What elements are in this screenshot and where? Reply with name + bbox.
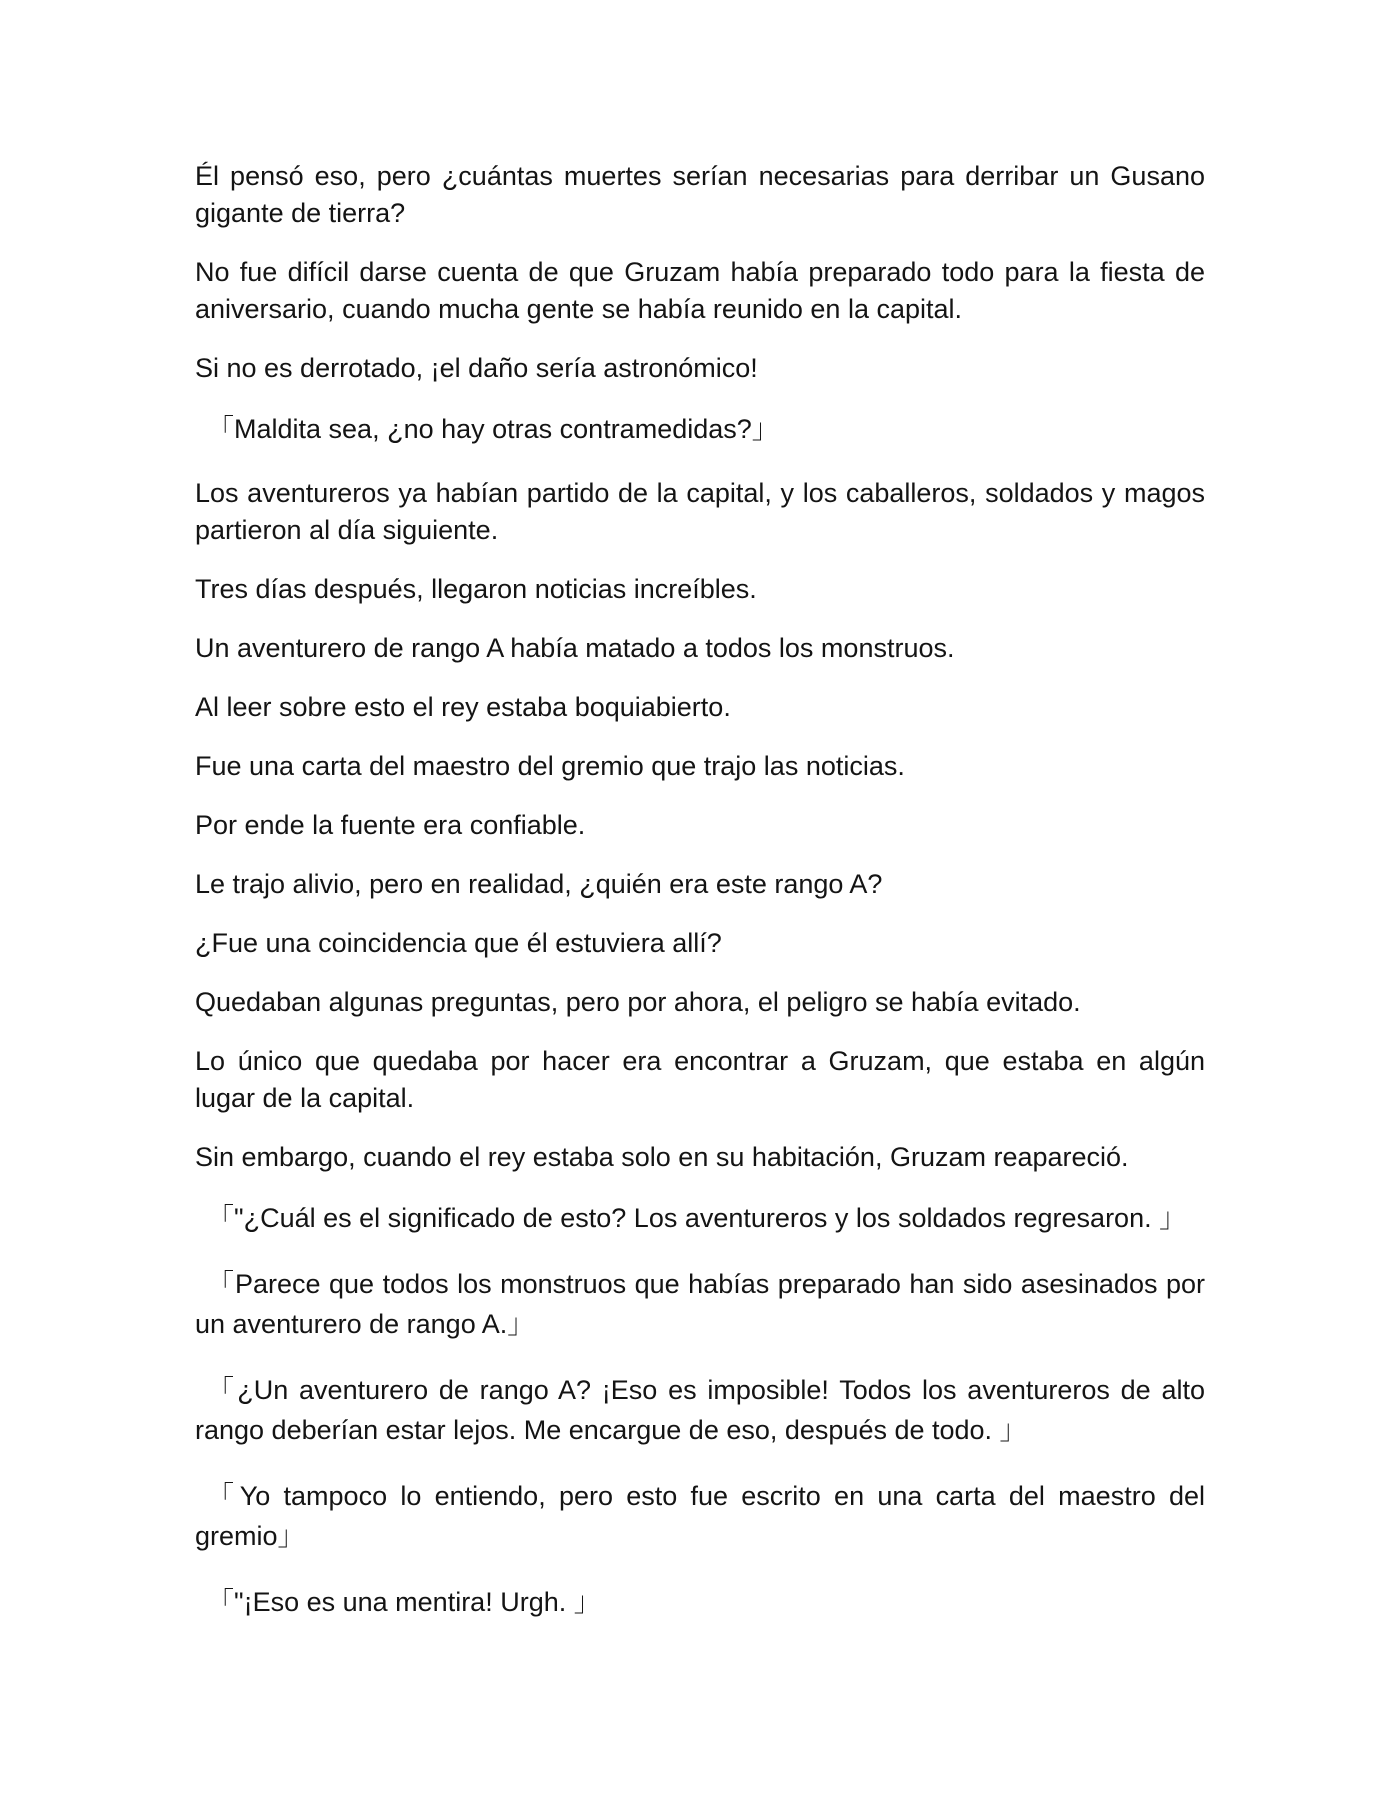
paragraph-13: Lo único que quedaba por hacer era encontrar a Gruzam, que estaba en algún lugar de la capital. bbox=[195, 1046, 1205, 1113]
paragraph-9: Por ende la fuente era confiable. bbox=[195, 810, 586, 840]
dialogue-5: 「Yo tampoco lo entiendo, pero esto fue escrito en una carta del maestro del gremio」 bbox=[195, 1481, 1205, 1551]
paragraph-1: Él pensó eso, pero ¿cuántas muertes serían necesarias para derribar un Gusano gigante de tierra? bbox=[195, 161, 1205, 228]
paragraph-7: Al leer sobre esto el rey estaba boquiabierto. bbox=[195, 692, 731, 722]
dialogue-2: 「"¿Cuál es el significado de esto? Los aventureros y los soldados regresaron. 」 bbox=[207, 1203, 1187, 1233]
paragraph-3: Si no es derrotado, ¡el daño sería astronómico! bbox=[195, 353, 758, 383]
paragraph-5: Tres días después, llegaron noticias increíbles. bbox=[195, 574, 757, 604]
dialogue-1: 「Maldita sea, ¿no hay otras contramedidas?」 bbox=[207, 414, 779, 444]
dialogue-4: 「¿Un aventurero de rango A? ¡Eso es imposible! Todos los aventureros de alto rango deberían estar lejos. Me encargue de eso, después de todo. 」 bbox=[195, 1375, 1205, 1445]
paragraph-6: Un aventurero de rango A había matado a todos los monstruos. bbox=[195, 633, 955, 663]
paragraph-10: Le trajo alivio, pero en realidad, ¿quién era este rango A? bbox=[195, 869, 883, 899]
dialogue-6: 「"¡Eso es una mentira! Urgh. 」 bbox=[207, 1587, 601, 1617]
dialogue-3: 「Parece que todos los monstruos que habías preparado han sido asesinados por un aventurero de rango A.」 bbox=[195, 1269, 1205, 1339]
paragraph-8: Fue una carta del maestro del gremio que trajo las noticias. bbox=[195, 751, 905, 781]
document-page bbox=[195, 158, 1205, 1648]
paragraph-2: No fue difícil darse cuenta de que Gruzam había preparado todo para la fiesta de aniversario, cuando mucha gente se había reunido en la capital. bbox=[195, 257, 1205, 324]
paragraph-4: Los aventureros ya habían partido de la capital, y los caballeros, soldados y magos partieron al día siguiente. bbox=[195, 478, 1205, 545]
paragraph-14: Sin embargo, cuando el rey estaba solo en su habitación, Gruzam reapareció. bbox=[195, 1142, 1129, 1172]
paragraph-12: Quedaban algunas preguntas, pero por ahora, el peligro se había evitado. bbox=[195, 987, 1081, 1017]
paragraph-11: ¿Fue una coincidencia que él estuviera allí? bbox=[195, 928, 722, 958]
